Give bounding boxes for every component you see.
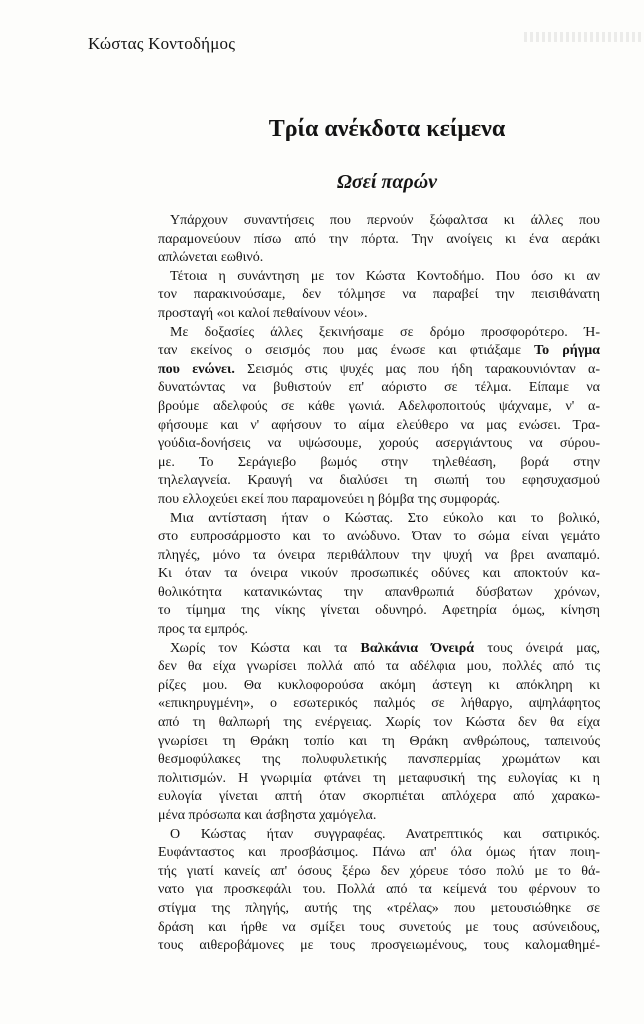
text-line: ρίζες μου. Θα κυκλοφορούσα ακόμη άστεγη κι απόκληρη κι bbox=[158, 677, 600, 693]
text-segment: Χωρίς τον Κώστα και τα bbox=[170, 640, 348, 656]
text-line: από τη θαλπωρή της ενέργειας. Χωρίς τον Κώστα δεν θα είχα bbox=[158, 715, 600, 731]
text-line bbox=[158, 640, 600, 659]
paragraph-5 bbox=[158, 640, 600, 826]
text-line: Μια αντίσταση ήταν ο Κώστας. Στο εύκολο και το βολικό, bbox=[170, 510, 600, 526]
page-title: Τρία ανέκδοτα κείμενα bbox=[268, 116, 506, 142]
text-line: δεν θα είχα γνωρίσει πολλά από τα αδέλφια μου, πολλές από τις bbox=[158, 659, 600, 675]
running-head: Κώστας Κοντοδήμος bbox=[88, 34, 236, 53]
paragraph-4 bbox=[158, 510, 600, 640]
text-line: απλώνεται εωθινό. bbox=[158, 250, 264, 266]
text-line: τηλελαγνεία. Κραυγή να διαλύσει τη σιωπή του εφησυχασμού bbox=[158, 473, 600, 489]
emphasis-title: που ενώνει. bbox=[158, 361, 235, 377]
text-line: ευλογία γίνεται απτή όταν σκορπιέται απλόχερα από χαρακω- bbox=[158, 789, 600, 805]
article-body bbox=[158, 212, 600, 956]
text-line: Ο Κώστας ήταν συγγραφέας. Ανατρεπτικός και σατιρικός. bbox=[170, 826, 600, 842]
text-line: Ευφάνταστος και προσβάσιμος. Πάνω απ' όλα όμως ήταν ποιη- bbox=[158, 845, 600, 861]
text-line: γούδια-δονήσεις να υψώσουμε, χορούς ασεργιάντους να σύρου- bbox=[158, 436, 600, 452]
text-line: παραμονεύουν πίσω από την πόρτα. Την ανοίγεις κι ένα αεράκι bbox=[158, 231, 600, 247]
text-line: προς τα εμπρός. bbox=[158, 622, 249, 638]
emphasis-title: Το ρήγμα bbox=[534, 343, 600, 359]
bleed-through-text bbox=[524, 32, 644, 42]
text-line: νατο για προσκεφάλι του. Πολλά από τα κείμενά του φέρνουν το bbox=[158, 882, 600, 898]
text-line: προσταγή «οι καλοί πεθαίνουν νέοι». bbox=[158, 305, 368, 321]
text-line: θολικότητα κατανικώντας την απανθρωπιά δύσβατων χρόνων, bbox=[158, 584, 600, 600]
text-line: στο ευπροσάρμοστο και το ανώδυνο. Όταν το σώμα είναι γεμάτο bbox=[158, 529, 600, 545]
text-line: δυνατώντας να βυθιστούν επ' αόριστο σε τέλμα. Είπαμε να bbox=[158, 380, 600, 396]
text-line: «επικηρυγμένη», ο εσωτερικός παλμός σε λήθαργο, αψηλάφητος bbox=[158, 696, 600, 712]
text-line: τον παρακινούσαμε, δεν τόλμησε να παραβεί την πεισιθάνατη bbox=[158, 287, 600, 303]
text-line: τους αιθεροβάμονες με τους προσγειωμένους, τους καλομαθημέ- bbox=[158, 938, 600, 954]
paragraph-3 bbox=[158, 324, 600, 510]
paragraph-6 bbox=[158, 826, 600, 956]
text-line: τής γιατί κανείς απ' όσους ξέρω δεν χόρευε τόσο πολύ με το θά- bbox=[158, 863, 600, 879]
text-line: Τέτοια η συνάντηση με τον Κώστα Κοντοδήμο. Που όσο κι αν bbox=[170, 268, 600, 284]
text-line: μένα πρόσωπα και άσβηστα χαμόγελα. bbox=[158, 808, 377, 823]
text-line: Με δοξασίες άλλες ξεκινήσαμε σε δρόμο προσφορότερο. Ή- bbox=[170, 324, 600, 340]
text-line: στίγμα της πληγής, αυτής της «τρέλας» που μετουσιώθηκε σε bbox=[158, 900, 600, 916]
section-subtitle: Ωσεί παρών bbox=[336, 171, 438, 193]
text-line: Υπάρχουν συναντήσεις που περνούν ξώφαλτσα κι άλλες που bbox=[170, 213, 600, 228]
text-line: δράση και ήρθε να σμίξει τους συνετούς με τους ασύνειδους, bbox=[158, 919, 600, 935]
text-segment: ταν εκείνος ο σεισμός που μας ένωσε και φτιάξαμε bbox=[158, 343, 521, 359]
emphasis-title: Βαλκάνια Όνειρά bbox=[360, 640, 475, 656]
paragraph-2 bbox=[158, 268, 600, 324]
text-line: θεσμοφύλακες της πολυφυλετικής πανσπερμίας χρωμάτων και bbox=[158, 752, 600, 768]
text-line: Κι όταν τα όνειρα νικούν προσωπικές οδύνες και αποκτούν κα- bbox=[158, 566, 600, 582]
text-line: βρούμε αδελφούς σε κάθε γωνιά. Αδελφοποιτούς ψάχναμε, ν' α- bbox=[158, 398, 600, 414]
text-segment: τους όνειρά μας, bbox=[487, 640, 601, 656]
text-line: πληγές, μόνο τα όνειρα περιθάλπουν την ψυχή να βρει αναπαμό. bbox=[158, 547, 600, 563]
text-segment: Σεισμός στις ψυχές μας που ήδη ταρακουνιόνταν α- bbox=[247, 361, 601, 377]
text-line bbox=[158, 342, 600, 361]
text-line: το τίμημα της νίκης γίνεται οδυνηρό. Αφετηρία όμως, κίνηση bbox=[158, 603, 600, 619]
text-line: γνωρίσει τη Θράκη τοπίο και τη Θράκη ανθρώπους, ταπεινούς bbox=[158, 733, 600, 749]
text-line: που ελλοχεύει εκεί που παραμονεύει η βόμβα της συμφοράς. bbox=[158, 491, 501, 507]
text-line: με. Το Σεράγιεβο βωμός στην τηλεθέαση, βορά στην bbox=[158, 454, 600, 470]
text-line: φήσουμε και ν' αφήσουν το αίμα ελεύθερο να μας ενώσει. Τρα- bbox=[158, 417, 600, 433]
text-line: πολιτισμών. Η γνωριμία φτάνει τη μεταφυσική της ευλογίας κι η bbox=[158, 770, 600, 786]
text-line bbox=[158, 361, 600, 380]
paragraph-1 bbox=[158, 212, 600, 268]
